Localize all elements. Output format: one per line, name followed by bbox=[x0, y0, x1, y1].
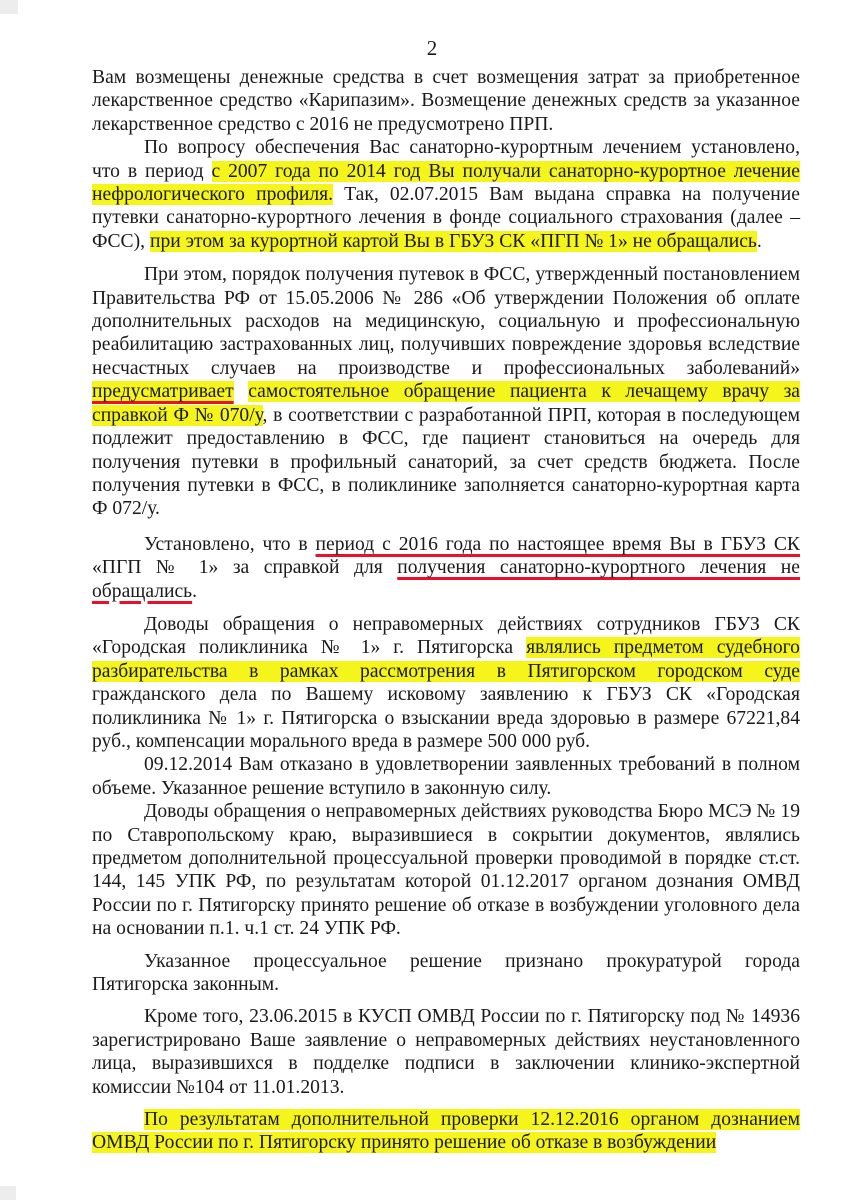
highlighted-text: По результатам дополнительной проверки 12.12.2016 органом дознанием ОМВД России по г. Пятигорску принято решение об отказе в возбуждении bbox=[92, 1109, 800, 1154]
text-segment: . bbox=[192, 580, 198, 602]
text-segment: гражданского дела по Вашему исковому заявлению к ГБУЗ СК «Городская поликлиника № 1» г. Пятигорска о взыскании вреда здоровью в размере 67221,84 руб., компенсации морального вреда в размере 500 000 руб. bbox=[92, 684, 800, 752]
text-segment: Вам возмещены денежные средства в счет возмещения затрат за приобретенное лекарственное средство «Карипазим». Возмещение денежных средств за указанное лекарственное средство с 2016 не предусмотрено ПРП. bbox=[92, 67, 800, 135]
text-segment: Так, 02.07.2015 Вам выдана справка на получение путевки санаторно-курортного лечения в фонде социального страхования (далее – ФСС), bbox=[92, 184, 800, 252]
highlighted-text: при этом за курортной картой Вы в ГБУЗ СК «ПГП № 1» не обращались bbox=[149, 230, 757, 252]
paragraph bbox=[92, 800, 800, 940]
highlighted-text: являлись предметом судебного разбирательства в рамках рассмотрения в Пятигорском городском суде bbox=[92, 637, 800, 682]
highlighted-underlined-text: предусматривает bbox=[92, 381, 234, 403]
scan-corner-mark bbox=[0, 0, 18, 14]
text-segment: Доводы обращения о неправомерных действиях руководства Бюро МСЭ № 19 по Ставропольскому краю, выразившиеся в сокрытии документов, являлись предметом дополнительной процессуальной проверки проводимой в порядке ст.ст. 144, 145 УПК РФ, по результатам которой 01.12.2017 органом дознания ОМВД России по г. Пятигорску принято решение об отказе в возбуждении уголовного дела на основании п.1. ч.1 ст. 24 УПК РФ. bbox=[92, 801, 800, 940]
paragraph bbox=[92, 753, 800, 800]
text-segment: . bbox=[756, 230, 762, 252]
paragraph bbox=[92, 950, 800, 997]
text-segment: 09.12.2014 Вам отказано в удовлетворении заявленных требований в полном объеме. Указанное решение вступило в законную силу. bbox=[92, 754, 800, 799]
underlined-text: получения санаторно-курортного лечения не обращались bbox=[92, 557, 800, 602]
text-segment: Кроме того, 23.06.2015 в КУСП ОМВД России по г. Пятигорску под № 14936 зарегистрировано Ваше заявление о неправомерных действиях неустановленного лица, выразившихся в подделке подписи в заключении клинико-экспертной комиссии №104 от 11.01.2013. bbox=[92, 1006, 800, 1098]
document-body bbox=[92, 66, 800, 1155]
text-segment bbox=[234, 381, 249, 402]
text-segment: Доводы обращения о неправомерных действиях сотрудников ГБУЗ СК «Городская поликлиника № 1» г. Пятигорска bbox=[92, 613, 800, 659]
paragraph bbox=[92, 533, 800, 603]
paragraph bbox=[92, 263, 800, 520]
text-segment: , в соответствии с разработанной ПРП, которая в последующем подлежит предоставлению в ФСС, где пациент становиться на очередь для получения путевки в профильный санаторий, за счет средств бюджета. После получения путевки в ФСС, в поликлинике заполняется санаторно-курортная карта Ф 072/у. bbox=[92, 404, 800, 520]
text-segment: Установлено, что в bbox=[144, 533, 316, 555]
paragraph bbox=[92, 1108, 800, 1155]
text-segment: «ПГП № 1» за справкой для bbox=[92, 557, 398, 579]
page-number: 2 bbox=[426, 36, 438, 60]
underlined-text: период с 2016 года по настоящее время Вы в ГБУЗ СК bbox=[315, 533, 800, 555]
text-segment: Указанное процессуальное решение признано прокуратурой города Пятигорска законным. bbox=[92, 950, 800, 996]
paragraph bbox=[92, 136, 800, 253]
highlighted-text: самостоятельное обращение пациента к лечащему врачу за справкой Ф № 070/у bbox=[92, 381, 801, 426]
paragraph bbox=[92, 66, 800, 136]
paragraph bbox=[92, 1005, 800, 1099]
paragraph bbox=[92, 613, 800, 753]
scan-corner-mark bbox=[0, 1186, 16, 1200]
text-segment: При этом, порядок получения путевок в ФСС, утвержденный постановлением Правительства РФ от 15.05.2006 № 286 «Об утверждении Положения об оплате дополнительных расходов на медицинскую, социальную и профессиональную реабилитацию застрахованных лиц, получивших повреждение здоровья вследствие несчастных случаев на производстве и профессиональных заболеваний» bbox=[92, 264, 800, 379]
text-segment: По вопросу обеспечения Вас санаторно-курортным лечением установлено, что в период bbox=[92, 137, 800, 182]
highlighted-text: с 2007 года по 2014 год Вы получали санаторно-курортное лечение нефрологического профиля. bbox=[92, 160, 800, 206]
